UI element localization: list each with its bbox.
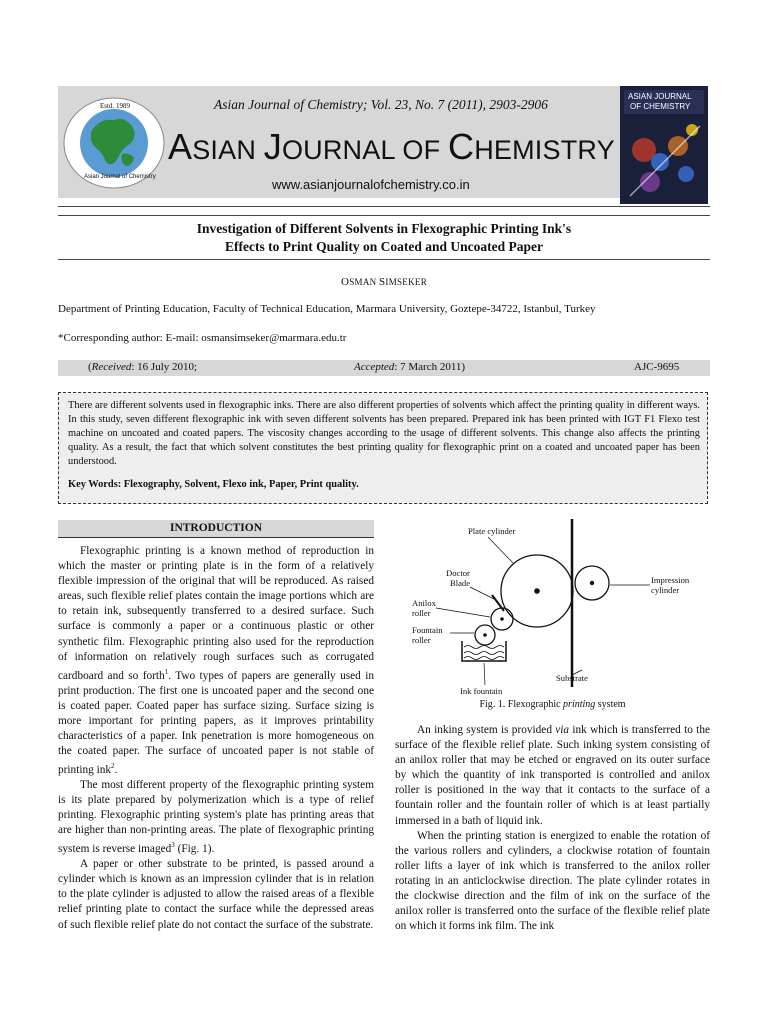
label-impression: Impression <box>651 575 690 585</box>
abstract-text: There are different solvents used in flexographic inks. There are also different properties of solvents which affect the printing quality in different ways. In this study, seven different flexographic ink with seven different solvents has been prepared. Prepared ink has been printed with IGT F1 Flexo test machine on uncoated and coated papers. The viscosity changes according to the usage of different solvents. This change also affects the printing quality. As a result, the fact that which solvent constitutes the best printing quality for flexographic print on a coated and uncoated paper has been understood. <box>68 400 700 467</box>
received-date: (Received: 16 July 2010; <box>88 361 198 373</box>
body-column-right <box>395 723 710 934</box>
fountain-roller-center <box>483 633 487 637</box>
label-ink-fountain: Ink fountain <box>460 686 503 696</box>
paragraph: The most different property of the flexographic printing system is its plate prepared by polymerization which is a type of relief printing. Flexographic printing system's plate has printing areas that are higher than non-printing areas. The plate of flexographic printing system is reverse imaged$^3$ (Fig. 1). <box>58 778 374 856</box>
journal-citation-line: Asian Journal of Chemistry; Vol. 23, No. 7 (2011), 2903-2906 <box>214 97 548 112</box>
impression-cylinder-center <box>590 581 594 585</box>
label-anilox: Anilox <box>412 598 436 608</box>
leader-ink-fountain <box>484 663 485 685</box>
journal-title: ASIAN JOURNAL OF CHEMISTRY <box>168 126 615 167</box>
leader-doctor-blade <box>470 587 494 599</box>
svg-text:ASIAN JOURNAL: ASIAN JOURNAL <box>628 92 692 101</box>
title-top-rule <box>58 215 710 216</box>
ink-fountain-tray <box>462 641 506 661</box>
paragraph: A paper or other substrate to be printed, is passed around a cylinder which is known as an impression cylinder that is in relation to the plate cylinder is adjusted to allow the raised areas of a flexible relief printing plate to contact the surface while the depressed areas of such flexible relief plate do not contact the surface of the substrate. <box>58 858 374 931</box>
leader-anilox <box>436 608 490 617</box>
label-doctor: Doctor <box>446 568 470 578</box>
svg-text:Estd. 1989: Estd. 1989 <box>100 102 130 110</box>
section-heading-introduction: INTRODUCTION <box>169 522 262 534</box>
label-fountain-roller: roller <box>412 635 431 645</box>
leader-plate-cylinder <box>488 537 513 563</box>
article-title: Investigation of Different Solvents in Flexographic Printing Ink's Effects to Print Quality on Coated and Uncoated Paper <box>196 221 572 254</box>
ink-waves <box>464 646 504 660</box>
accepted-date: Accepted: 7 March 2011) <box>354 361 466 373</box>
journal-website-link[interactable]: www.asianjournalofchemistry.co.in <box>272 177 470 192</box>
title-bottom-rule <box>58 259 710 260</box>
figure-flexographic-system <box>410 515 692 697</box>
label-blade: Blade <box>450 578 471 588</box>
journal-cover-image <box>620 86 708 204</box>
corresponding-author: *Corresponding author: E-mail: osmansimseker@marmara.edu.tr <box>58 332 347 344</box>
label-impression-cylinder: cylinder <box>651 585 680 595</box>
svg-text:OF CHEMISTRY: OF CHEMISTRY <box>630 102 691 111</box>
plate-cylinder-center <box>534 588 540 594</box>
author-affiliation: Department of Printing Education, Faculty of Technical Education, Marmara University, Goztepe-34722, Istanbul, Turkey <box>58 303 596 315</box>
paragraph: Flexographic printing is a known method of reproduction in which the master or printing plate is in the form of a relatively flexible impression of the original that will be reproduced. As raised areas, such flexible relief plates contain the image portions which are to retain ink, subsequently transferred to a desired surface. Such surface is commonly a paper or a continuous plastic or other synthetic film. Flexographic printing also used for the reproduction of information on relatively rough surfaces such as corrugated cardboard and so forth$^1$. Two types of papers are generally used in print production. The first one is uncoated paper and the second one is coated paper. Coated paper has surface sizing. Surface sizing is more important for printing papers, as it improves printability characteristics of a paper. Ink penetration is more homogeneous on the coated paper. The surface of uncoated paper is not stable of printing ink$^2$. <box>58 545 374 776</box>
keywords: Key Words: Flexography, Solvent, Flexo ink, Paper, Print quality. <box>68 479 359 490</box>
article-code: AJC-9695 <box>634 361 680 373</box>
journal-globe-logo <box>62 96 166 190</box>
label-substrate: Substrate <box>556 673 588 683</box>
label-plate-cylinder: Plate cylinder <box>468 526 516 536</box>
svg-text:Asian Journal of Chemistry: Asian Journal of Chemistry <box>84 174 156 180</box>
anilox-roller-center <box>500 617 504 621</box>
paragraph: An inking system is provided via ink which is transferred to the surface of the flexible relief plate. Such inking system consisting of an anilox roller that may be etched or engraved on its outer surface by which the quantity of ink transported is controlled and anilox roller is positioned in the way that it contacts to the surface of a fountain roller and the fountain roller of which is at least partially immersed in a bath of liquid ink. <box>395 724 710 827</box>
author-name: OSMAN SIMSEKER <box>340 276 428 288</box>
body-column-left <box>58 544 374 933</box>
label-fountain: Fountain <box>412 625 443 635</box>
label-anilox-roller: roller <box>412 608 431 618</box>
header-rule <box>58 206 710 207</box>
figure-caption: Fig. 1. Flexographic printing system <box>479 699 626 710</box>
paragraph: When the printing station is energized to enable the rotation of the various rollers and cylinders, a clockwise rotation of fountain roller lifts a layer of ink which is transferred to the anilox roller rotating in an anticlockwise direction. The plate cylinder rotates in the clockwise direction and the film of ink on the surface of the anilox roller is transferred onto the surface of the flexible relief plate on which it forms ink film. The ink <box>395 829 710 933</box>
